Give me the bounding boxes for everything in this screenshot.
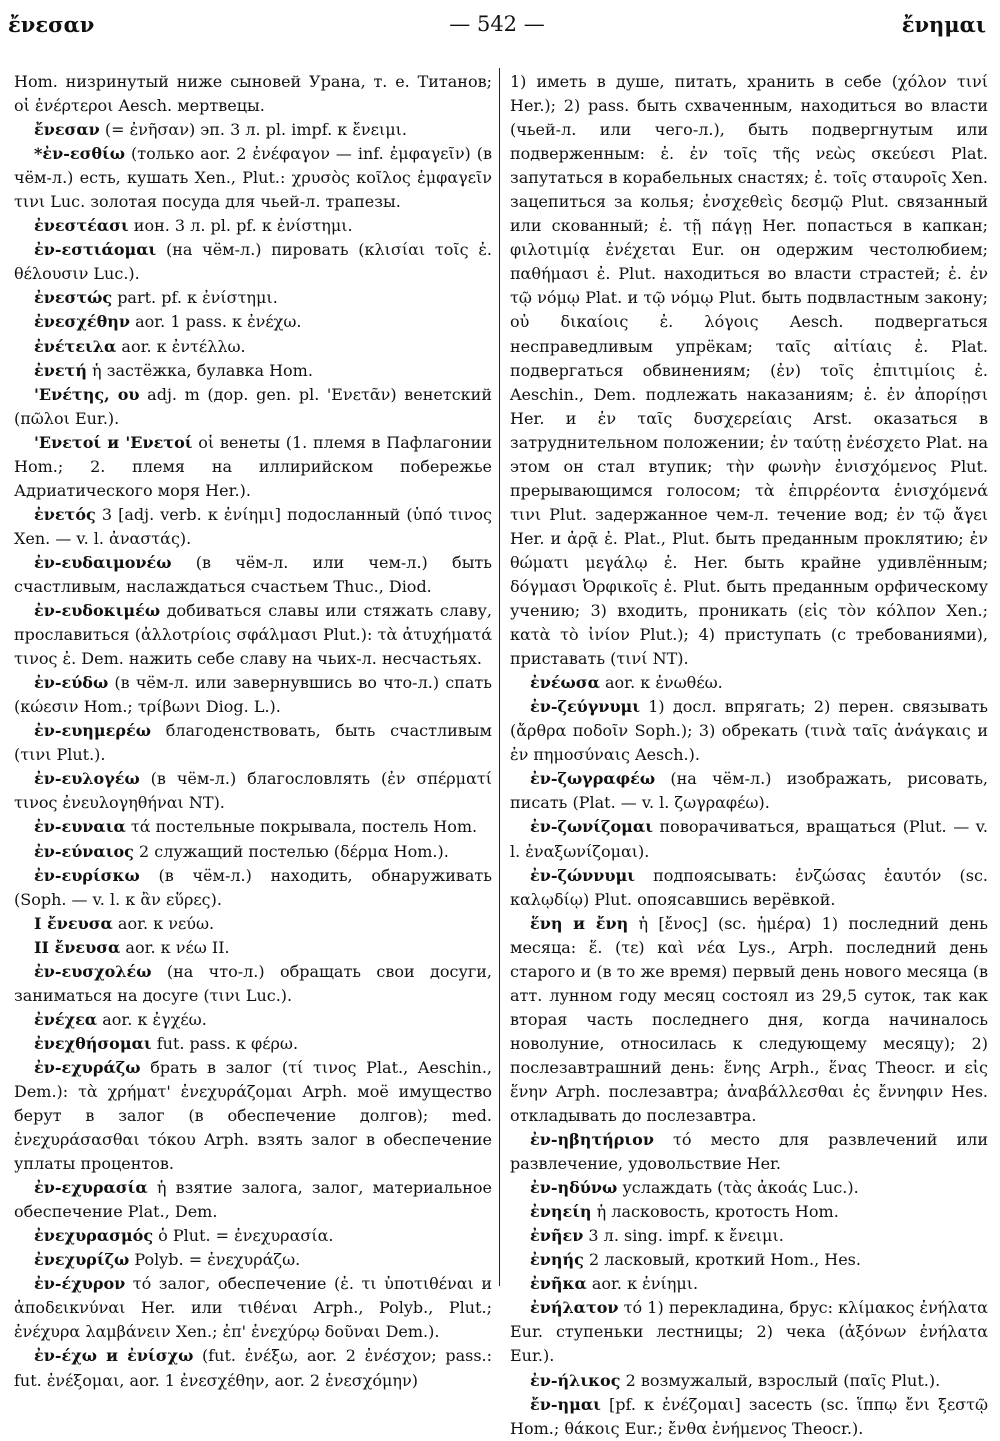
entry-headword: ἐν-ζωνίζομαι (530, 817, 653, 837)
entry-definition: (в чём-л. или завернувшись во что-л.) спать (κώεσιν Hom.; τρίβωνι Diog. L.). (14, 673, 492, 717)
entry-headword: ἐν-έχω и ἐνίσχω (34, 1346, 194, 1366)
entry-definition: (fut. ἐνέξω, aor. 2 ἐνέσχον; pass.: fut. ἐνέξομαι, aor. 1 ἐνεσχέθην, aor. 2 ἐνεσχόμην) (14, 1346, 492, 1390)
entry-definition: ἡ взятие залога, залог, материальное обеспечение Plat., Dem. (14, 1178, 492, 1222)
entry-headword: ἔνεσαν (34, 120, 100, 140)
entry-definition: οἱ венеты (1. племя в Пафлагонии Hom.; 2. племя на иллирийском побережье Адриатического моря Her.). (14, 432, 493, 500)
dictionary-entry (510, 864, 988, 912)
entry-definition: aor. к νεύω. (117, 913, 215, 933)
entry-definition: τά постельные покрывала, постель Hom. (130, 817, 478, 837)
entry-headword: ἐν-ευλογέω (34, 769, 140, 789)
dictionary-entry (14, 912, 492, 936)
entry-definition: благоденствовать, быть счастливым (τινι Plut.). (14, 721, 492, 765)
dictionary-entry (14, 383, 492, 431)
entry-definition: 2 возмужалый, взрослый (παῖς Plut.). (625, 1370, 941, 1390)
entry-definition: part. pf. к ἐνίστημι. (117, 288, 278, 308)
dictionary-entry (14, 1344, 492, 1392)
entry-headword: ἐν-ζεύγνυμι (530, 697, 640, 717)
entry-definition: Hom. низринутый ниже сыновей Урана, т. е. Титанов; οἱ ἐνέρτεροι Aesch. мертвецы. (14, 72, 492, 116)
entry-definition: aor. к ἐντέλλω. (121, 336, 246, 356)
dictionary-entry (14, 335, 492, 359)
dictionary-entry (510, 1200, 988, 1224)
entry-definition: услаждать (τὰς ἀκοάς Luc.). (622, 1178, 859, 1198)
dictionary-entry (14, 118, 492, 142)
dictionary-entry (510, 815, 988, 863)
entry-headword: ἐνέχεα (34, 1009, 98, 1029)
dictionary-entry (14, 671, 492, 719)
entry-definition: ἡ застёжка, булавка Hom. (92, 360, 313, 380)
dictionary-entry (510, 1128, 988, 1176)
entry-headword: ἐνέτειλα (34, 336, 117, 356)
dictionary-entry (510, 1176, 988, 1200)
dictionary-entry (14, 960, 492, 1008)
entry-definition: fut. pass. к φέρω. (156, 1033, 299, 1053)
dictionary-entry (14, 310, 492, 334)
entry-definition: 3 л. sing. impf. к ἔνειμι. (588, 1226, 784, 1246)
entry-headword: ἐν-εστιάομαι (34, 240, 157, 260)
column-divider (499, 68, 500, 1286)
dictionary-entry (14, 551, 492, 599)
entry-definition: подпоясывать: ἐνζώσας ἑαυτόν (sc. καλῳδίῳ) Plut. опоясавшись верёвкой. (510, 865, 988, 909)
entry-headword: ἐνήλατον (530, 1298, 619, 1318)
entry-headword: ἐν-ευναια (34, 817, 126, 837)
entry-definition: (на чём-л.) пировать (κλισίαι τοῖς ἐ. θέλουσιν Luc.). (14, 240, 492, 284)
dictionary-entry (14, 1224, 492, 1248)
dictionary-entry (14, 1248, 492, 1272)
entry-headword: ἐν-ευημερέω (34, 721, 151, 741)
entry-headword: ἐνεχυρασμός (34, 1226, 154, 1246)
entry-headword: ἐνεσχέθην (34, 312, 131, 332)
header-last-headword: ἔνημαι (901, 12, 986, 37)
entry-definition: aor. к νέω II. (125, 937, 230, 957)
left-column (14, 70, 493, 1390)
entry-definition: 1) досл. впрягать; 2) перен. связывать (ἄρθρα ποδοῖν Soph.); 3) обрекать (τινὰ ταῖς ἀνάγκαις и ἐν πημοσύναις Aesch.). (510, 697, 989, 765)
entry-headword: ἐνεχθήσομαι (34, 1033, 152, 1053)
dictionary-entry (14, 1056, 492, 1176)
entry-headword: ἔν-ημαι (530, 1394, 601, 1414)
dictionary-entry (14, 936, 492, 960)
entry-definition: ион. 3 л. pl. pf. к ἐνίστημι. (133, 216, 353, 236)
entry-definition: ἡ [ἔνος] (sc. ἡμέρα) 1) последний день месяца: ἕ. (τε) καὶ νέα Lys., Arph. последний день старого и (в то же время) первый день нового месяца (в атт. лунном году месяц состоял из 29,5 суток, так как вторая часть последнего дня, когда начиналось новолуние, относилась к следующему месяцу); 2) послезавтрашний день: ἕνης Arph., ἕνας Theocr. и εἰς ἕνην Arph. послезавтра; ἀναβάλλεσθαι ἐς ἔννηφιν Hes. откладывать до послезавтра. (510, 913, 988, 1126)
page-header (8, 12, 986, 42)
entry-headword: ἐνεστέασι (34, 216, 129, 236)
entry-headword: I ἔνευσα (34, 913, 113, 933)
entry-headword: ἐν-ζώννυμι (530, 865, 635, 885)
dictionary-entry (510, 70, 988, 671)
entry-headword: ἐν-εχυρασία (34, 1178, 148, 1198)
entry-headword: ἕνη и ἔνη (530, 913, 629, 933)
entry-headword: ἐν-ήλικος (530, 1370, 621, 1390)
dictionary-entry (510, 1369, 988, 1393)
dictionary-entry (510, 912, 988, 1128)
dictionary-entry (14, 1176, 492, 1224)
dictionary-entry (14, 864, 492, 912)
entry-headword: ἐν-εχυράζω (34, 1057, 141, 1077)
entry-headword: ἐνηείη (530, 1202, 592, 1222)
entry-headword: ἐν-ευδαιμονέω (34, 552, 172, 572)
entry-definition: (на чём-л.) изображать, рисовать, писать (Plat. — v. l. ζωγραφέω). (510, 769, 988, 813)
entry-headword: ἐνῆεν (530, 1226, 584, 1246)
header-first-headword: ἔνεσαν (8, 12, 95, 37)
dictionary-entry (510, 1296, 988, 1368)
entry-definition: (в чём-л. или чем-л.) быть счастливым, наслаждаться счастьем Thuc., Diod. (14, 552, 492, 596)
entry-headword: ἐν-ευρίσκω (34, 865, 140, 885)
dictionary-entry (14, 767, 492, 815)
entry-definition: 3 [adj. verb. к ἐνίημι] подосланный (ὑπό τινος Xen. — v. l. ἀναστάς). (14, 504, 492, 548)
entry-headword: ἐν-ζωγραφέω (530, 769, 656, 789)
dictionary-entry (14, 815, 492, 839)
right-column (510, 70, 989, 1438)
entry-headword: ἐν-εύδω (34, 673, 109, 693)
dictionary-entry (14, 719, 492, 767)
entry-definition: adj. m (дор. gen. pl. 'Ενετᾶν) венетский (πῶλοι Eur.). (14, 384, 493, 428)
entry-definition: 1) иметь в душе, питать, хранить в себе (χόλον τινί Her.); 2) pass. быть схваченным, находиться во власти (чьей-л. или чего-л.), быть подвергнутым или подверженным: ἐ. ἐν τοῖς τῆς νεὼς σκεύεσι Plat. запутаться в корабельных снастях; ἐ. τοῖς σταυροῖς Xen. зацепиться за колья; ἐνσχεθεὶς δεσμῷ Plut. связанный или скованный; ἐ. τῇ πάγῃ Her. попасться в капкан; φιλοτιμίᾳ ἐνέχεται Eur. он одержим честолюбием; παθήμασι ἐ. Plut. находиться во власти страстей; ἐ. ἐν τῷ νόμῳ Plat. и τῷ νόμῳ Plut. быть подвластным закону; οὐ δικαίοις ἐ. λόγοις Aesch. подвергаться несправедливым упрёкам; ταῖς αἰτίαις ἐ. Plat. подвергаться обвинениям; (ἐν) τοῖς ἐπιτιμίοις ἐ. Aeschin., Dem. подлежать наказаниям; ἐ. ἐν ἀπορίῃσι Her. и ἐν ταῖς δυσχερείαις Arst. оказаться в затруднительном положении; ἐν ταύτῃ ἐνέσχετο Plat. на этом он стал втупик; τὴν φωνὴν ἐνισχόμενος Plut. прерывающимся голосом; τὰ ἐπιρρέοντα ἐνισχόμενά τινι Plut. задержанное чем-л. течение вод; ἐν τῷ ἄγει Her. и ἀρᾷ ἐ. Plat., Plut. быть преданным проклятию; ἐν θώματι μεγάλῳ ἐ. Her. быть крайне удивлённым; δόγμασι Ὀρφικοῖς ἐ. Plut. быть преданным орфическому учению; 3) входить, проникать (εἰς τὸν κόλπον Xen.; κατὰ τὸ ἰνίον Plut.); 4) приступать (с требованиями), приставать (τινί NT). (510, 72, 988, 669)
dictionary-entry (14, 238, 492, 286)
entry-definition: брать в залог (τί τινος Plat., Aeschin., Dem.): τὰ χρήματ' ἐνεχυράζομαι Arph. моё имущество берут в залог (в обеспечение долгов); med. ἐνεχυράσασθαι τόκου Arph. взять залог в обеспечение уплаты процентов. (14, 1057, 493, 1174)
dictionary-entry (14, 214, 492, 238)
entry-definition: (на что-л.) обращать свои досуги, заниматься на досуге (τινι Luc.). (14, 961, 492, 1005)
dictionary-entry (14, 70, 492, 118)
entry-headword: ἐνετή (34, 360, 87, 380)
entry-definition: τό залог, обеспечение (ἐ. τι ὑποτιθέναι и ἀποδεικνύναι Her. или τιθέναι Arph., Polyb., Plut.; ἐνέχυρα λαμβάνειν Xen.; ἐπ' ἐνεχύρῳ δοῦναι Dem.). (14, 1274, 492, 1342)
dictionary-entry (14, 840, 492, 864)
entry-definition: (в чём-л.) находить, обнаруживать (Soph. — v. l. к ἂν εὕρες). (14, 865, 492, 909)
entry-headword: ἐνῆκα (530, 1274, 587, 1294)
entry-headword: II ἔνευσα (34, 937, 121, 957)
dictionary-entry (510, 1224, 988, 1248)
dictionary-entry (14, 286, 492, 310)
entry-headword: ἐν-ευσχολέω (34, 961, 152, 981)
entry-definition: 2 служащий постелью (δέρμα Hom.). (138, 841, 449, 861)
dictionary-entry (14, 142, 492, 214)
page-number: — 542 — (449, 12, 545, 36)
entry-definition: (в чём-л.) благословлять (ἐν σπέρματί τινος ἐνευλογηθήναι NT). (14, 769, 492, 813)
dictionary-entry (510, 1248, 988, 1272)
dictionary-entry (510, 1272, 988, 1296)
entry-definition: (= ἐνῆσαν) эп. 3 л. pl. impf. к ἔνειμι. (104, 120, 407, 140)
entry-definition: 2 ласковый, кроткий Hom., Hes. (588, 1250, 861, 1270)
dictionary-entry (14, 1272, 492, 1344)
dictionary-entry (14, 1032, 492, 1056)
dictionary-entry (14, 1008, 492, 1032)
dictionary-entry (510, 1393, 988, 1441)
dictionary-entry (510, 671, 988, 695)
dictionary-entry (14, 431, 492, 503)
entry-headword: ἐν-εύναιος (34, 841, 134, 861)
entry-headword: *ἐν-εσθίω (34, 144, 126, 164)
entry-headword: ἐνεστώς (34, 288, 113, 308)
entry-definition: [pf. к ἐνέζομαι] засесть (sc. ἵππῳ ἔνι ξεστῷ Hom.; θάκοις Eur.; ἔνθα ἐνήμενος Theocr.). (510, 1394, 988, 1438)
dictionary-entry (14, 503, 492, 551)
entry-definition: поворачиваться, вращаться (Plut. — v. l. ἐναξωνίζομαι). (510, 817, 988, 861)
entry-definition: τό 1) перекладина, брус: κλίμακος ἐνήλατα Eur. ступеньки лестницы; 2) чека (ἀξόνων ἐνήλατα Eur.). (510, 1298, 988, 1366)
dictionary-entry (510, 695, 988, 767)
entry-definition: τό место для развлечений или развлечение, удовольствие Her. (510, 1130, 988, 1174)
entry-headword: ἐνηής (530, 1250, 584, 1270)
entry-headword: 'Ενετοί и 'Ενετοί (34, 432, 193, 452)
entry-headword: ἐν-έχυρον (34, 1274, 126, 1294)
entry-definition: aor. к ἐγχέω. (102, 1009, 207, 1029)
entry-definition: aor. к ἐνωθέω. (605, 673, 723, 693)
entry-definition: добиваться славы или стяжать славу, прославиться (ἀλλοτρίοις σφάλμασι Plut.): τὰ ἀτυχήματά τινος ἐ. Dem. нажить себе славу на чьих-л. несчастьях. (14, 601, 492, 669)
entry-definition: (только aor. 2 ἐνέφαγον — inf. ἐμφαγεῖν) (в чём-л.) есть, кушать Xen., Plut.: χρυσὸς κοῖλος ἐμφαγεῖν τινι Luc. золотая посуда для чьей-л. трапезы. (14, 144, 492, 212)
entry-headword: ἐνετός (34, 504, 96, 524)
entry-definition: ὁ Plut. = ἐνεχυρασία. (158, 1226, 334, 1246)
dictionary-entry (510, 767, 988, 815)
entry-headword: ἐνεχυρίζω (34, 1250, 130, 1270)
entry-headword: ἐν-ευδοκιμέω (34, 601, 161, 621)
entry-headword: 'Ενέτης, ου (34, 384, 140, 404)
entry-headword: ἐνέωσα (530, 673, 600, 693)
entry-headword: ἐν-ηδύνω (530, 1178, 618, 1198)
entry-definition: aor. 1 pass. к ἐνέχω. (135, 312, 302, 332)
entry-headword: ἐν-ηβητήριον (530, 1130, 654, 1150)
dictionary-entry (14, 359, 492, 383)
entry-definition: Polyb. = ἐνεχυράζω. (134, 1250, 301, 1270)
entry-definition: aor. к ἐνίημι. (591, 1274, 699, 1294)
entry-definition: ἡ ласковость, кротость Hom. (596, 1202, 839, 1222)
dictionary-entry (14, 599, 492, 671)
